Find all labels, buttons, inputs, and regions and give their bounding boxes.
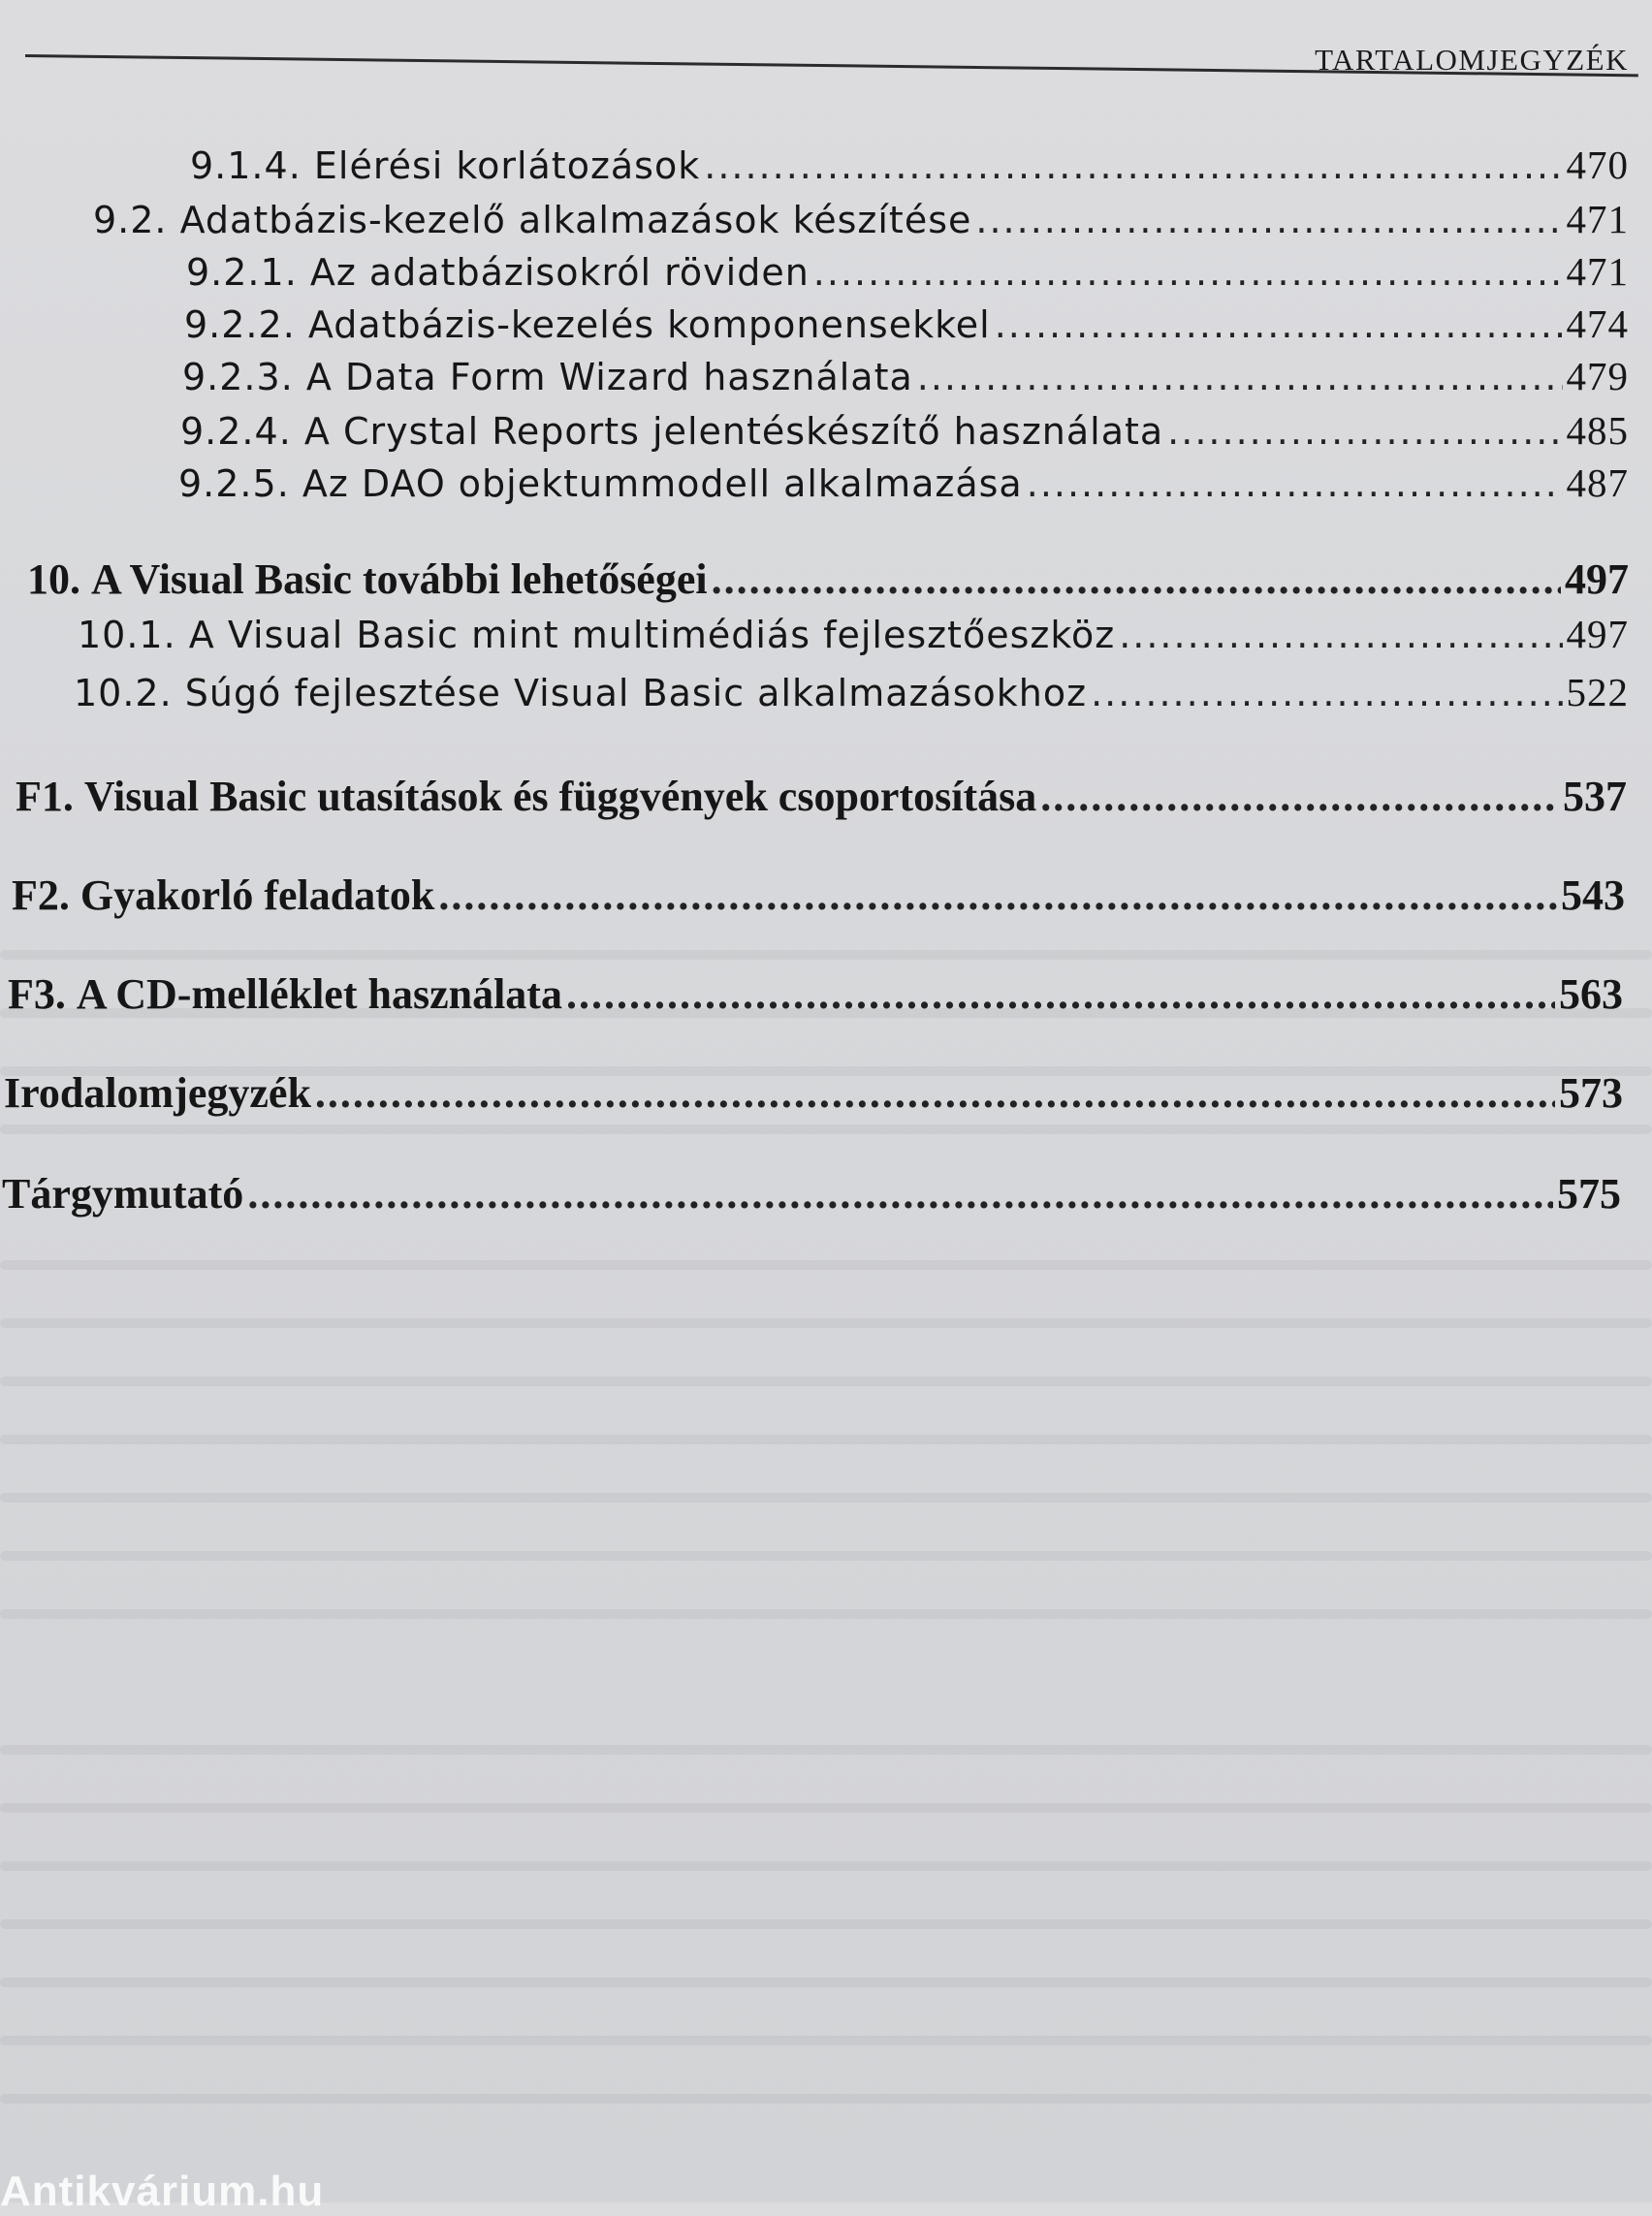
entry-title: Adatbázis-kezelés komponensekkel <box>307 303 991 346</box>
chapter-title: Tárgymutató <box>2 1170 244 1218</box>
entry-page: 471 <box>1566 197 1629 241</box>
dot-leader <box>1167 410 1562 453</box>
chapter-title: A CD-melléklet használata <box>76 970 562 1018</box>
dot-leader <box>704 144 1562 187</box>
toc-entry <box>178 459 1629 508</box>
toc-chapter-entry <box>12 871 1625 925</box>
entry-number: 9.2.5. <box>178 462 290 505</box>
toc-chapter-entry <box>4 1068 1623 1123</box>
dot-leader <box>438 871 1557 920</box>
toc-chapter-entry <box>8 969 1623 1024</box>
toc-entry <box>78 611 1629 659</box>
entry-number: 9.2. <box>93 199 168 241</box>
chapter-page: 575 <box>1557 1170 1621 1218</box>
entry-title: A Data Form Wizard használata <box>305 356 913 398</box>
dot-leader <box>1027 462 1563 505</box>
chapter-page: 563 <box>1559 970 1623 1018</box>
chapter-title: Gyakorló feladatok <box>79 871 435 919</box>
chapter-title: Irodalomjegyzék <box>4 1069 311 1117</box>
chapter-page: 537 <box>1563 773 1627 820</box>
entry-number: 9.2.2. <box>184 303 296 346</box>
running-header: TARTALOMJEGYZÉK <box>1315 43 1629 77</box>
entry-page: 479 <box>1566 354 1629 398</box>
entry-number: 9.2.4. <box>180 410 292 453</box>
entry-page: 487 <box>1566 460 1629 505</box>
entry-page: 522 <box>1566 670 1629 714</box>
entry-title: Az DAO objektummodell alkalmazása <box>302 462 1023 505</box>
chapter-page: 543 <box>1561 871 1625 919</box>
entry-title: A Crystal Reports jelentéskészítő használata <box>303 410 1164 453</box>
entry-page: 497 <box>1566 612 1629 656</box>
toc-chapter-entry <box>2 1169 1621 1223</box>
toc-entry <box>186 248 1629 297</box>
dot-leader <box>1119 614 1562 656</box>
chapter-page: 497 <box>1565 555 1629 603</box>
chapter-title: A Visual Basic további lehetőségei <box>91 555 708 603</box>
entry-page: 470 <box>1566 142 1629 187</box>
dot-leader <box>315 1068 1555 1118</box>
entry-page: 474 <box>1566 301 1629 346</box>
entry-number: 10.2. <box>74 672 173 714</box>
toc-chapter-entry <box>27 554 1629 609</box>
dot-leader <box>813 251 1563 294</box>
chapter-number: 10. <box>27 555 80 603</box>
chapter-title: Visual Basic utasítások és függvények csoportosítása <box>83 773 1037 820</box>
entry-page: 471 <box>1566 249 1629 294</box>
entry-number: 10.1. <box>78 614 176 656</box>
entry-title: Adatbázis-kezelő alkalmazások készítése <box>179 199 972 241</box>
entry-page: 485 <box>1566 408 1629 453</box>
entry-number: 9.2.1. <box>186 251 298 294</box>
entry-number: 9.2.3. <box>182 356 294 398</box>
entry-title: Az adatbázisokról röviden <box>309 251 810 294</box>
watermark-text: Antikvárium.hu <box>0 2168 325 2215</box>
toc-entry <box>184 301 1629 349</box>
chapter-number: F2. <box>12 871 70 919</box>
dot-leader <box>566 969 1555 1019</box>
dot-leader <box>917 356 1563 398</box>
dot-leader <box>1040 772 1559 821</box>
entry-title: Súgó fejlesztése Visual Basic alkalmazásokhoz <box>184 672 1088 714</box>
entry-number: 9.1.4. <box>190 144 302 187</box>
chapter-number: F3. <box>8 970 66 1018</box>
toc-entry <box>182 353 1629 401</box>
toc-chapter-entry <box>16 772 1627 826</box>
dot-leader <box>712 554 1561 604</box>
dot-leader <box>995 303 1563 346</box>
dot-leader <box>247 1169 1553 1219</box>
dot-leader <box>975 199 1562 241</box>
toc-entry <box>190 142 1629 190</box>
dot-leader <box>1091 672 1562 714</box>
toc-entry <box>74 669 1629 717</box>
toc-entry <box>93 196 1629 244</box>
chapter-page: 573 <box>1559 1069 1623 1117</box>
entry-title: A Visual Basic mint multimédiás fejlesztőeszköz <box>188 614 1116 656</box>
entry-title: Elérési korlátozások <box>313 144 701 187</box>
toc-entry <box>180 407 1629 456</box>
chapter-number: F1. <box>16 773 74 820</box>
